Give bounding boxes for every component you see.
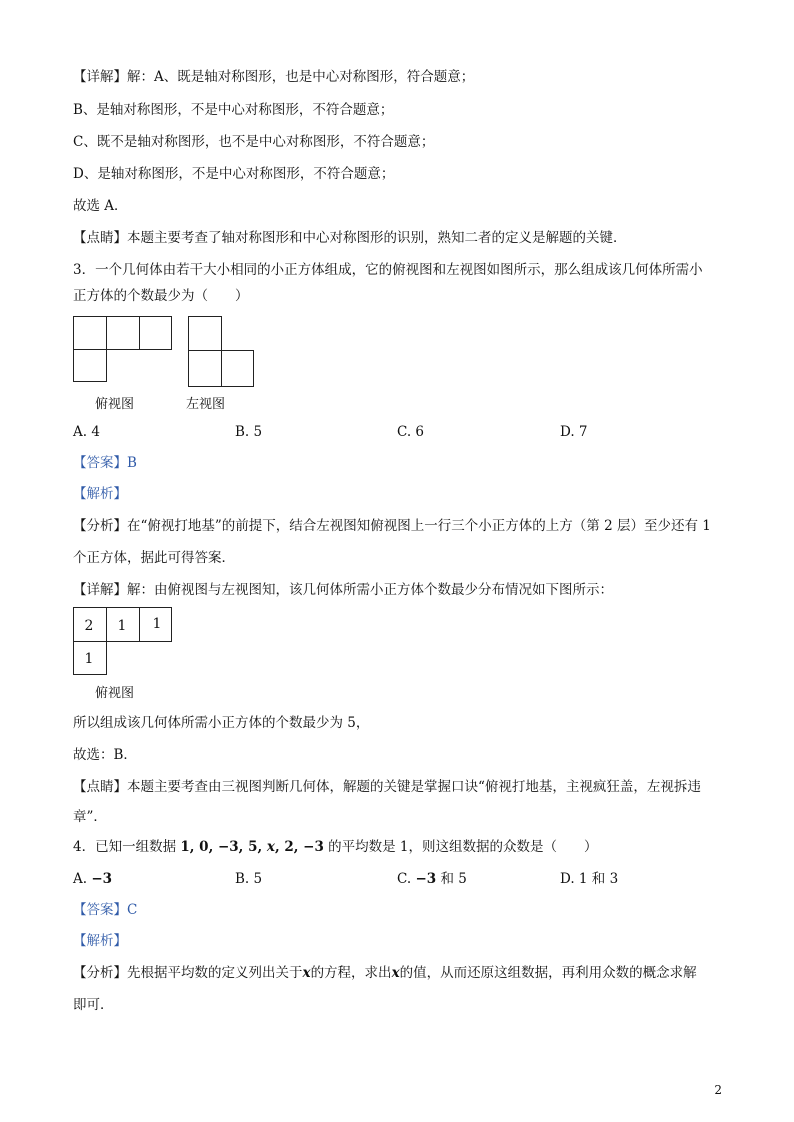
q4-fenxi-part3: 的值，从而还原这组数据，再利用众数的概念求解 [399, 965, 697, 981]
q3-analysis-label: 【解析】 [73, 486, 127, 502]
line-detail-c: C、既不是轴对称图形，也不是中心对称图形，不符合题意； [73, 134, 435, 150]
q4-fenxi-part2: 的方程，求出 [310, 965, 392, 981]
cell-number: 2 [84, 618, 94, 634]
q4-option-a [73, 870, 112, 888]
q4-data: 1, 0, −3, 5, [180, 839, 267, 855]
cell-number: 1 [117, 618, 127, 634]
q3-choose: 故选：B． [73, 747, 137, 763]
line-detail-a: 【详解】解：A、既是轴对称图形，也是中心对称图形，符合题意； [73, 69, 475, 85]
q3-xiangjie: 【详解】解：由俯视图与左视图知，该几何体所需小正方体个数最少分布情况如下图所示： [73, 582, 613, 598]
q4-data-rest: , 2, −3 [274, 839, 324, 855]
q3-option-a: A. 4 [73, 424, 100, 440]
cell-number: 1 [152, 616, 162, 632]
q4-analysis-label: 【解析】 [73, 933, 127, 949]
q4-suffix: 的平均数是 1，则这组数据的众数是（ ） [328, 839, 598, 855]
q4-fenxi-var2: x [391, 965, 400, 981]
question-4 [73, 838, 598, 856]
left-view-cell [221, 350, 254, 387]
q4-option-a-value: −3 [91, 871, 113, 887]
line-detail-b: B、是轴对称图形，不是中心对称图形，不符合题意； [73, 102, 394, 118]
q4-fenxi-part1: 【分析】先根据平均数的定义列出关于 [73, 965, 303, 981]
q4-option-c-value: −3 [415, 871, 437, 887]
top-view-cell [73, 316, 107, 350]
q4-option-b: B. 5 [235, 871, 263, 887]
q4-answer: 【答案】C [73, 902, 138, 918]
q3-option-d: D. 7 [560, 424, 588, 440]
question-3-line2: 正方体的个数最少为（ ） [73, 288, 249, 304]
q3-answer: 【答案】B [73, 455, 137, 471]
question-3-line1: 3．一个几何体由若干大小相同的小正方体组成，它的俯视图和左视图如图所示，那么组成该几何体所需小 [73, 262, 703, 278]
q4-fenxi-line1 [73, 964, 697, 982]
page-number: 2 [714, 1083, 722, 1097]
q3-fenxi-line1: 【分析】在“俯视打地基”的前提下，结合左视图知俯视图上一行三个小正方体的上方（第 2 层）至少还有 1 [73, 518, 711, 534]
left-view-caption: 左视图 [186, 397, 226, 412]
top-view-caption: 俯视图 [95, 397, 135, 412]
cell-number: 1 [84, 651, 94, 667]
left-view-cell [188, 350, 222, 387]
q4-variable: x [266, 839, 275, 855]
q3-dianjing-line1: 【点睛】本题主要考查由三视图判断几何体，解题的关键是掌握口诀“俯视打地基，主视疯狂盖，左视拆违 [73, 779, 701, 795]
q4-fenxi-line2: 即可． [73, 997, 114, 1013]
q3-result: 所以组成该几何体所需小正方体的个数最少为 5， [73, 715, 370, 731]
q4-fenxi-var1: x [302, 965, 311, 981]
q3-dianjing-line2: 章”． [73, 809, 107, 825]
numbered-view-caption: 俯视图 [95, 686, 135, 701]
q4-option-c [397, 870, 467, 888]
top-view-cell [73, 349, 107, 382]
top-view-cell [139, 316, 172, 350]
q3-option-b: B. 5 [235, 424, 263, 440]
q4-prefix: 4．已知一组数据 [73, 839, 177, 855]
top-view-cell [106, 316, 140, 350]
q4-option-a-label: A. [73, 871, 88, 887]
left-view-cell [188, 316, 222, 351]
q4-option-c-label: C. [397, 871, 412, 887]
line-dianjing: 【点睛】本题主要考查了轴对称图形和中心对称图形的识别，熟知二者的定义是解题的关键． [73, 230, 627, 246]
q4-option-d: D. 1 和 3 [560, 871, 619, 887]
line-choose-a: 故选 A． [73, 198, 128, 214]
q3-option-c: C. 6 [397, 424, 425, 440]
q4-option-c-suffix: 和 5 [440, 871, 467, 887]
line-detail-d: D、是轴对称图形，不是中心对称图形，不符合题意； [73, 166, 395, 182]
q3-fenxi-line2: 个正方体，据此可得答案． [73, 550, 235, 566]
